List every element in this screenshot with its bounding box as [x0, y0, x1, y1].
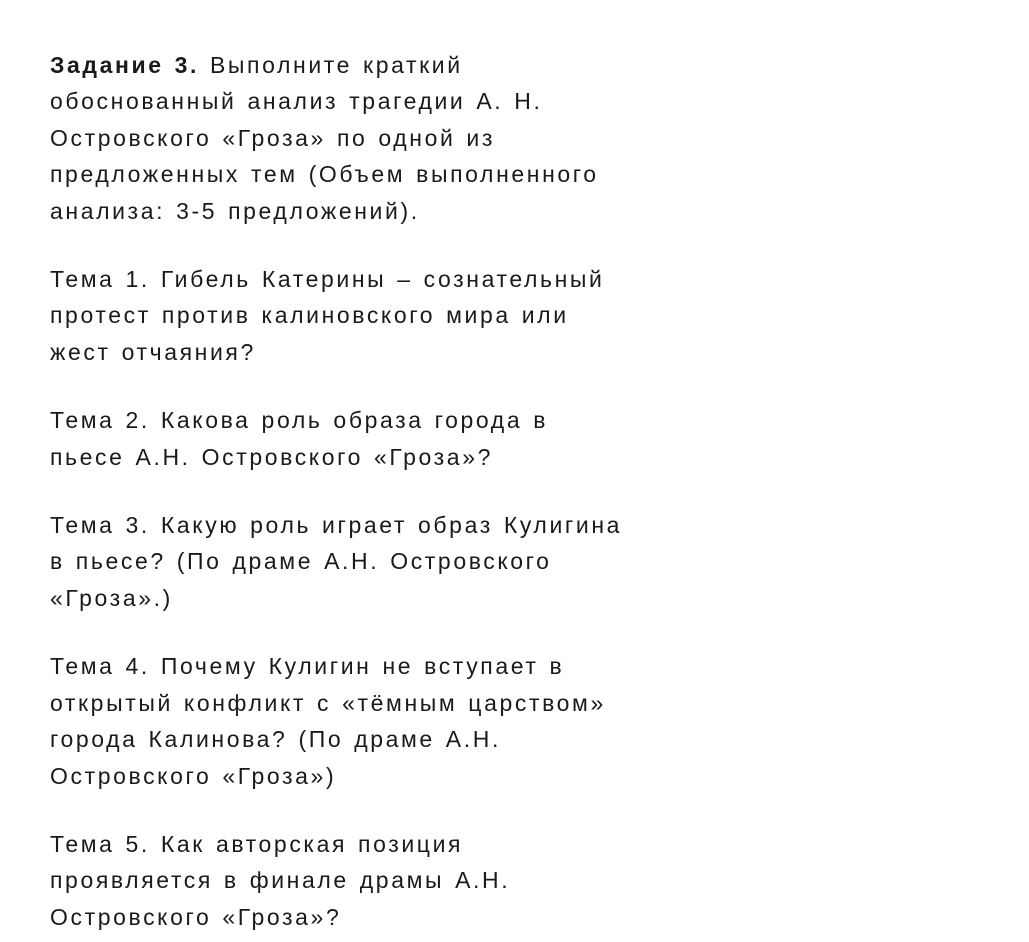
topic-line: проявляется в финале драмы А.Н. [50, 867, 511, 894]
topic-line: Тема 2. Какова роль образа города в [50, 407, 549, 434]
topic-line: Тема 5. Как авторская позиция [50, 830, 464, 857]
topic-line: открытый конфликт с «тёмным царством» [50, 689, 606, 716]
task-heading: Задание 3. [50, 52, 199, 78]
task-line [50, 47, 710, 83]
topic-line: Тема 4. Почему Кулигин не вступает в [50, 653, 565, 680]
topic-2 [50, 402, 710, 475]
topic-line: Островского «Гроза»? [50, 903, 342, 930]
topic-line: Островского «Гроза») [50, 762, 337, 789]
topic-line: пьесе А.Н. Островского «Гроза»? [50, 443, 493, 470]
topic-line: Тема 3. Какую роль играет образ Кулигина [50, 512, 623, 539]
topic-line: в пьесе? (По драме А.Н. Островского [50, 548, 552, 575]
task-line: Островского «Гроза» по одной из [50, 124, 496, 151]
task-line: анализа: 3-5 предложений). [50, 197, 420, 224]
task-text: Выполните краткий [199, 52, 463, 78]
topic-5 [50, 826, 710, 935]
topic-3 [50, 507, 710, 616]
topic-1 [50, 261, 710, 370]
task-paragraph [50, 47, 710, 229]
task-line: предложенных тем (Объем выполненного [50, 161, 599, 188]
topic-line: города Калинова? (По драме А.Н. [50, 726, 501, 753]
topic-line: «Гроза».) [50, 584, 173, 611]
topic-line: жест отчаяния? [50, 338, 256, 365]
topic-line: Тема 1. Гибель Катерины – сознательный [50, 266, 605, 293]
document-body [50, 47, 710, 935]
topic-4 [50, 648, 710, 794]
topic-line: протест против калиновского мира или [50, 302, 569, 329]
task-line: обоснованный анализ трагедии А. Н. [50, 88, 543, 115]
